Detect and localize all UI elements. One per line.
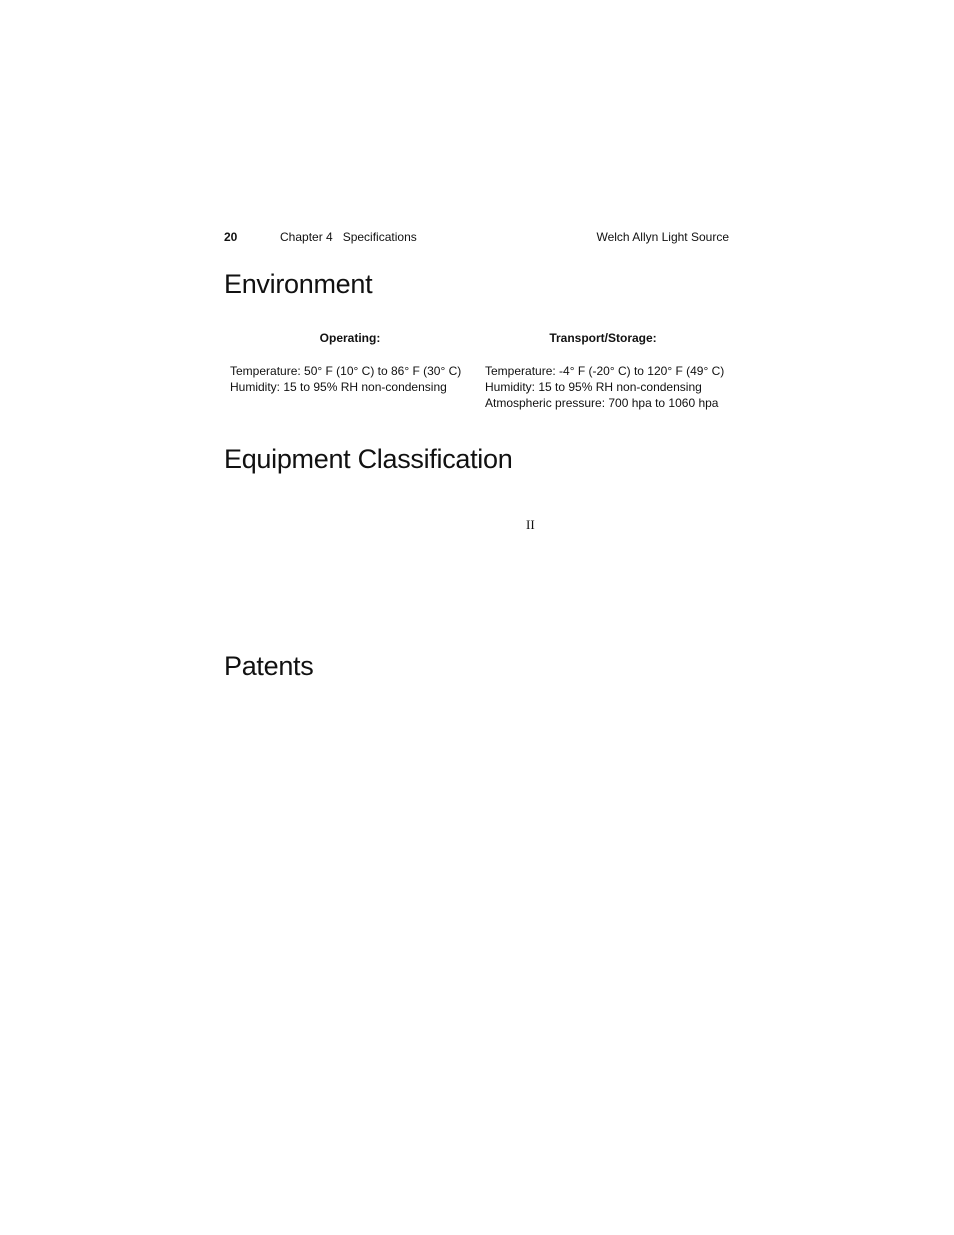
page-number: 20 [224, 230, 238, 244]
operating-humidity: Humidity: 15 to 95% RH non-condensing [230, 380, 447, 394]
running-header [224, 229, 729, 245]
equipment-classification-heading: Equipment Classification [224, 444, 513, 474]
operating-heading: Operating: [319, 331, 381, 345]
product-name: Welch Allyn Light Source [596, 230, 729, 244]
transport-pressure: Atmospheric pressure: 700 hpa to 1060 hpa [485, 396, 719, 410]
transport-temperature: Temperature: -4° F (-20° C) to 120° F (49° C) [485, 364, 725, 378]
patents-heading: Patents [224, 651, 314, 681]
environment-heading: Environment [224, 269, 373, 299]
operating-temperature: Temperature: 50° F (10° C) to 86° F (30° C) [230, 364, 462, 378]
transport-storage-heading: Transport/Storage: [549, 331, 657, 345]
transport-humidity: Humidity: 15 to 95% RH non-condensing [485, 380, 702, 394]
chapter-title: Chapter 4 Specifications [280, 230, 417, 244]
operating-column [230, 330, 470, 395]
transport-storage-column [485, 330, 729, 411]
equipment-class-value: II [526, 517, 535, 532]
